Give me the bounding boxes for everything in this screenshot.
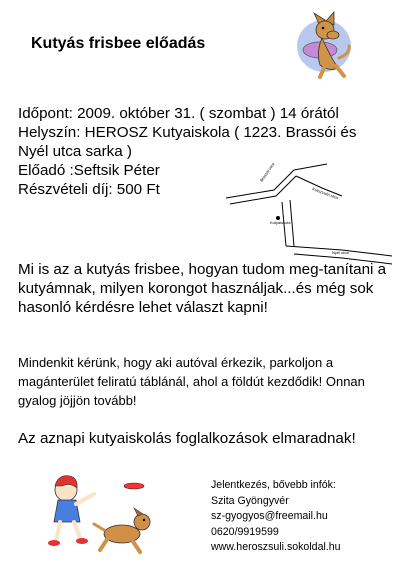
dog-frisbee-illustration (296, 10, 354, 82)
page-title: Kutyás frisbee előadás (31, 35, 206, 52)
contact-email[interactable]: sz-gyogyos@freemail.hu (211, 510, 328, 522)
contact-phone: 0620/9919599 (211, 525, 279, 538)
parking-notice: Mindenkit kérünk, hogy aki autóval érkezik, parkoljon a magánterület feliratú táblánál, ahol a földút kezdődik! Onnan gyalog jöjjön tovább! (18, 355, 365, 408)
intro-paragraph: Mi is az a kutyás frisbee, hogyan tudom meg-tanítani a kutyámnak, milyen korongot használjak...és még sok hasonló kérdésre lehet választ kapni! (18, 261, 387, 316)
contact-info (211, 478, 341, 556)
cancellation-notice: Az aznapi kutyaiskolás foglalkozások elmaradnak! (18, 430, 356, 447)
contact-name: Szita Gyöngyvér (211, 494, 289, 507)
map-road-label-1: Brassói utca (258, 161, 276, 183)
location-line: Helyszín: HEROSZ Kutyaiskola ( 1223. Brassói és (18, 124, 357, 141)
location-line-continued: Nyél utca sarka ) (18, 143, 132, 160)
contact-heading: Jelentkezés, bővebb infók: (211, 479, 336, 491)
location-map (222, 160, 400, 270)
map-school-label: Kutyaiskola (270, 220, 291, 225)
child-dog-frisbee-illustration (46, 464, 158, 562)
date-line: Időpont: 2009. október 31. ( szombat ) 14 órától (18, 105, 339, 122)
map-road-label-2: Kolozsvári utca (311, 186, 339, 201)
contact-website[interactable]: www.heroszsuli.sokoldal.hu (211, 541, 341, 553)
frisbee-icon (124, 483, 144, 489)
presenter-line: Előadó :Seftsik Péter (18, 162, 160, 179)
map-road-label-3: Nyél utca (332, 250, 349, 255)
fee-line: Részvételi díj: 500 Ft (18, 181, 160, 198)
